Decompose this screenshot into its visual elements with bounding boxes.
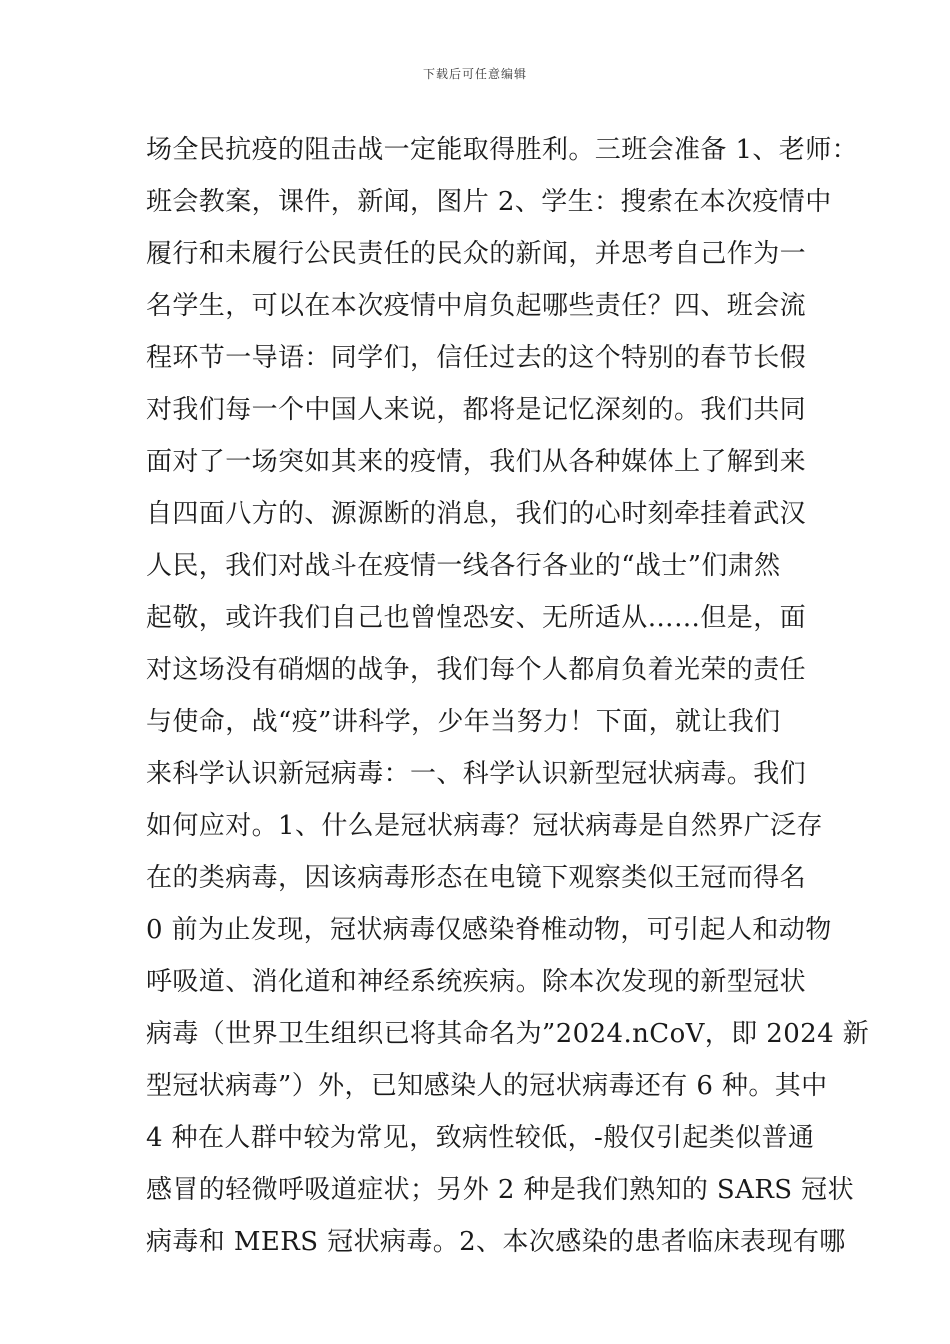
page-header-note: 下载后可任意编辑 — [422, 67, 527, 81]
body-text-line: 型冠状病毒”）外，已知感染人的冠状病毒还有 6 种。其中 — [146, 1071, 828, 1101]
body-text-line: 履行和未履行公民责任的民众的新闻，并思考自己作为一 — [146, 239, 807, 269]
body-text-line: 人民，我们对战斗在疫情一线各行各业的“战士”们肃然 — [146, 551, 781, 581]
body-text-line: 4 种在人群中较为常见，致病性较低，-般仅引起类似普通 — [146, 1123, 815, 1153]
body-text-line: 呼吸道、消化道和神经系统疾病。除本次发现的新型冠状 — [146, 967, 807, 997]
body-text-line: 0 前为止发现，冠状病毒仅感染脊椎动物，可引起人和动物 — [146, 915, 832, 945]
body-text-line: 班会教案，课件，新闻，图片 2、学生：搜索在本次疫情中 — [146, 187, 832, 217]
body-text-line: 面对了一场突如其来的疫情，我们从各种媒体上了解到来 — [146, 447, 807, 477]
body-text-line: 自四面八方的、源源断的消息，我们的心时刻牵挂着武汉 — [146, 499, 807, 529]
body-text-line: 场全民抗疫的阻击战一定能取得胜利。三班会准备 1、老师： — [146, 135, 859, 165]
document-body — [146, 124, 870, 1268]
body-text-line: 程环节一导语：同学们，信任过去的这个特别的春节长假 — [146, 343, 807, 373]
body-text-line: 起敬，或许我们自己也曾惶恐安、无所适从……但是，面 — [146, 603, 807, 633]
body-text-line: 对这场没有硝烟的战争，我们每个人都肩负着光荣的责任 — [146, 655, 807, 685]
body-text-line: 感冒的轻微呼吸道症状；另外 2 种是我们熟知的 SARS 冠状 — [146, 1175, 854, 1205]
body-text-line: 对我们每一个中国人来说，都将是记忆深刻的。我们共同 — [146, 395, 807, 425]
body-text-line: 名学生，可以在本次疫情中肩负起哪些责任？四、班会流 — [146, 291, 807, 321]
body-text-line: 病毒（世界卫生组织已将其命名为”2024.nCoV，即 2024 新 — [146, 1019, 870, 1049]
body-text-line: 来科学认识新冠病毒：一、科学认识新型冠状病毒。我们 — [146, 759, 807, 789]
body-text-line: 在的类病毒，因该病毒形态在电镜下观察类似王冠而得名 — [146, 863, 807, 893]
body-text-line: 病毒和 MERS 冠状病毒。2、本次感染的患者临床表现有哪 — [146, 1227, 846, 1257]
body-text-line: 与使命，战“疫”讲科学，少年当努力！下面，就让我们 — [146, 707, 781, 737]
body-text-line: 如何应对。1、什么是冠状病毒？冠状病毒是自然界广泛存 — [146, 811, 823, 841]
